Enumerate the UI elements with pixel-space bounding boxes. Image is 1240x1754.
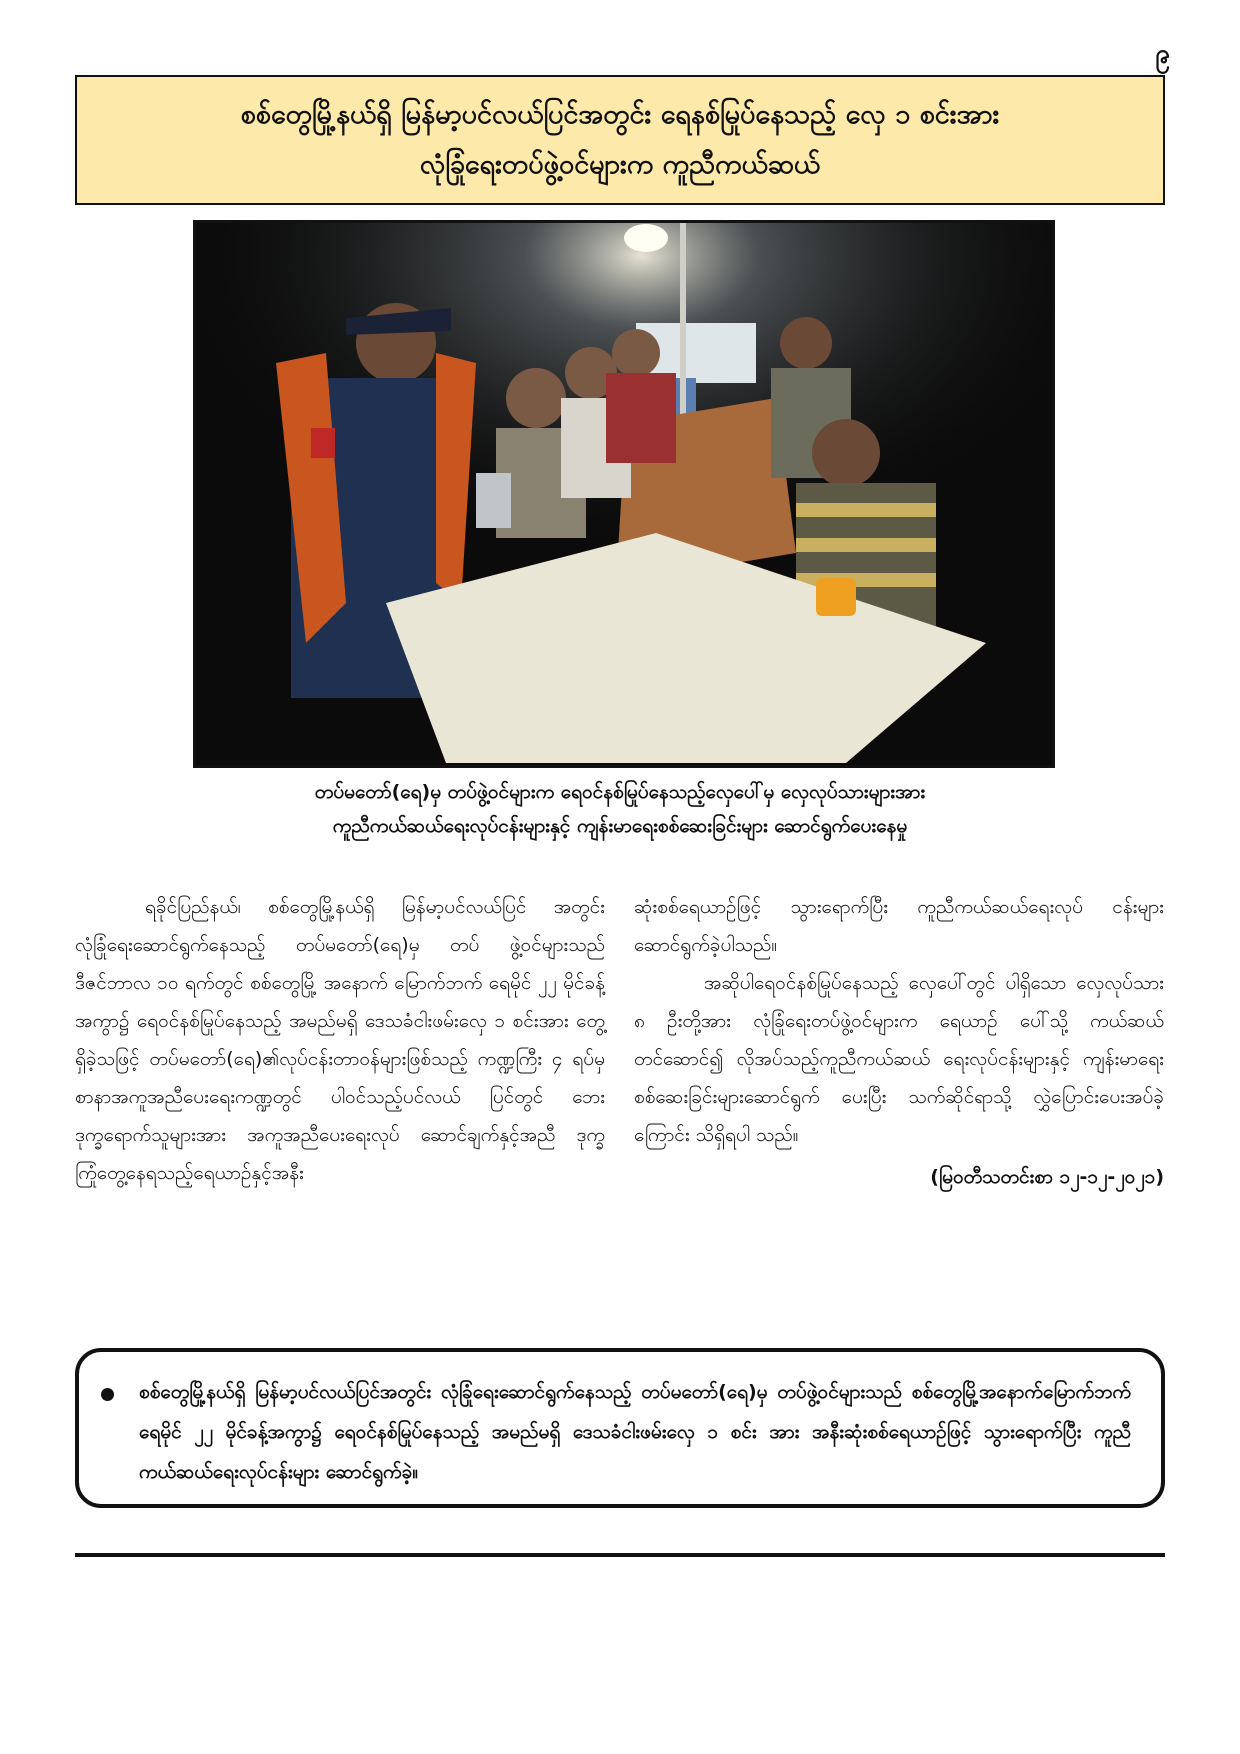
summary-text: စစ်တွေမြို့နယ်ရှိ မြန်မာ့ပင်လယ်ပြင်အတွင်း လုံခြုံရေးဆောင်ရွက်နေသည့် တပ်မတော်(ရေ)မှ တပ်ဖွဲ့ဝင်များသည် စစ်တွေမြို့အနောက်မြောက်ဘက် ရေမိုင် ၂၂ မိုင်ခန့်အကွာ၌ ရေဝင်နစ်မြုပ်နေသည့် အမည်မရှိ ဒေသခံငါးဖမ်းလှေ ၁ စင်း အား အနီးဆုံးစစ်ရေယာဉ်ဖြင့် သွားရောက်ပြီး ကူညီကယ်ဆယ်ရေးလုပ်ငန်းများ ဆောင်ရွက်ခဲ့။ xyxy=(139,1381,1131,1483)
article-column-left xyxy=(75,888,605,1192)
caption-line-1: တပ်မတော်(ရေ)မှ တပ်ဖွဲ့ဝင်များက ရေဝင်နစ်မြုပ်နေသည့်လှေပေါ်မှ လှေလုပ်သားများအား xyxy=(314,781,926,803)
article-column-right xyxy=(634,888,1164,1196)
article-paragraph: ဆုံးစစ်ရေယာဉ်ဖြင့် သွားရောက်ပြီး ကူညီကယ်ဆယ်ရေးလုပ် ငန်းများ ဆောင်ရွက်ခဲ့ပါသည်။ xyxy=(634,896,1164,956)
caption-line-2: ကူညီကယ်ဆယ်ရေးလုပ်ငန်းများနှင့် ကျန်းမာရေးစစ်ဆေးခြင်းများ ဆောင်ရွက်ပေးနေမှု xyxy=(332,815,908,837)
rescue-photo-icon xyxy=(196,223,1052,765)
headline-line-2: လုံခြုံရေးတပ်ဖွဲ့ဝင်များက ကူညီကယ်ဆယ် xyxy=(419,149,821,180)
headline-line-1: စစ်တွေမြို့နယ်ရှိ မြန်မာ့ပင်လယ်ပြင်အတွင်း ရေနစ်မြုပ်နေသည့် လှေ ၁ စင်းအား xyxy=(240,99,1000,130)
article-source: (မြဝတီသတင်းစာ ၁၂-၁၂-၂၀၂၁) xyxy=(930,1166,1164,1188)
photo-caption xyxy=(75,775,1165,843)
bottom-divider xyxy=(75,1553,1165,1557)
bullet-icon xyxy=(101,1388,114,1401)
news-photo xyxy=(193,220,1055,768)
article-paragraph: ရခိုင်ပြည်နယ်၊ စစ်တွေမြို့နယ်ရှိ မြန်မာ့ပင်လယ်ပြင် အတွင်း လုံခြုံရေးဆောင်ရွက်နေသည့် တပ်မတော်(ရေ)မှ တပ် ဖွဲ့ဝင်များသည် ဒီဇင်ဘာလ ၁၀ ရက်တွင် စစ်တွေမြို့ အနောက် မြောက်ဘက် ရေမိုင် ၂၂ မိုင်ခန့်အကွာ၌ ရေဝင်နစ်မြုပ်နေသည့် အမည်မရှိ ဒေသခံငါးဖမ်းလှေ ၁ စင်းအား တွေ့ရှိခဲ့သဖြင့် တပ်မတော်(ရေ)၏လုပ်ငန်းတာဝန်များဖြစ်သည့် ကဏ္ဍကြီး ၄ ရပ်မှ စာနာအကူအညီပေးရေးကဏ္ဍတွင် ပါဝင်သည့်ပင်လယ် ပြင်တွင် ဘေးဒုက္ခရောက်သူများအား အကူအညီပေးရေးလုပ် ဆောင်ချက်နှင့်အညီ ဒုက္ခကြုံတွေ့နေရသည့်ရေယာဉ်နှင့်အနီး xyxy=(75,896,605,1184)
headline-box xyxy=(75,75,1165,205)
page-number: ၉ xyxy=(1155,39,1170,69)
summary-box xyxy=(75,1348,1165,1508)
article-paragraph: အဆိုပါရေဝင်နစ်မြုပ်နေသည့် လှေပေါ်တွင် ပါရှိသော လှေလုပ်သား ၈ ဦးတို့အား လုံခြုံရေးတပ်ဖွဲ့ဝင်များက ရေယာဉ် ပေါ်သို့ ကယ်ဆယ်တင်ဆောင်၍ လိုအပ်သည့်ကူညီကယ်ဆယ် ရေးလုပ်ငန်းများနှင့် ကျန်းမာရေးစစ်ဆေးခြင်းများဆောင်ရွက် ပေးပြီး သက်ဆိုင်ရာသို့ လွှဲပြောင်းပေးအပ်ခဲ့ကြောင်း သိရှိရပါ သည်။ xyxy=(634,972,1164,1146)
